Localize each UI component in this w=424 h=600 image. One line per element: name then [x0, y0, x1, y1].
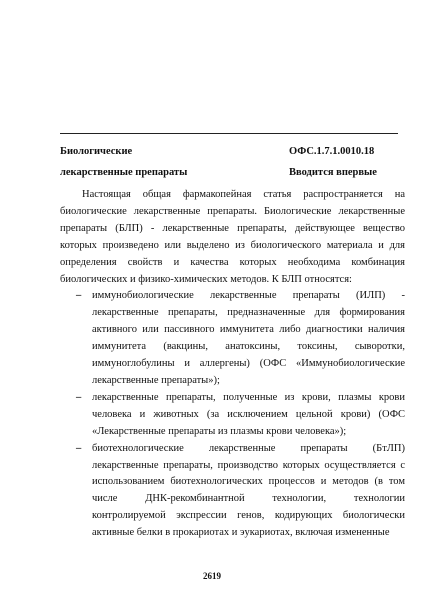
article-body [60, 187, 405, 542]
page-number: 2619 [203, 571, 221, 581]
header-rule [60, 133, 398, 134]
list-item [60, 390, 405, 441]
list-item-text: биотехнологические лекарственные препараты (БтЛП) лекарственные препараты, производство которых осуществляется с использованием биотехнологических процессов и методов (в том числе ДНК-рекомбинантной технологии, технологии контролируемой экспрессии генов, кодирующих биологически активные белки в прокариотах и эукариотах, включая измененные [92, 442, 405, 539]
introduction-status: Вводится впервые [289, 167, 377, 178]
list-item [60, 441, 405, 542]
list-item [60, 288, 405, 389]
intro-paragraph: Настоящая общая фармакопейная статья распространяется на биологические лекарственные препараты. Биологические лекарственные препараты (БЛП) - лекарственные препараты, действующее вещество которых произведено или выделено из биологического материала и для определения свойств и качества которых необходима комбинация биологических и физико-химических методов. К БЛП относятся: [60, 189, 405, 285]
list-item-text: иммунобиологические лекарственные препараты (ИЛП) - лекарственные препараты, предназначенные для формирования активного или пассивного иммунитета либо диагностики наличия иммунитета (вакцины, анатоксины, токсины, сыворотки, иммуноглобулины и аллергены) (ОФС «Иммунобиологические лекарственные препараты»); [92, 290, 405, 386]
dash-bullet: – [76, 391, 82, 403]
dash-bullet: – [76, 290, 82, 302]
section-title-line1: Биологические [60, 146, 133, 157]
list-item-text: лекарственные препараты, полученные из крови, плазмы крови человека и животных (за исключением цельной крови) (ОФС «Лекарственные препараты из плазмы крови человека»); [92, 391, 405, 437]
dash-bullet: – [76, 442, 82, 454]
blp-list [60, 288, 405, 542]
section-title-line2: лекарственные препараты [60, 167, 188, 178]
document-code: ОФС.1.7.1.0010.18 [289, 146, 375, 157]
